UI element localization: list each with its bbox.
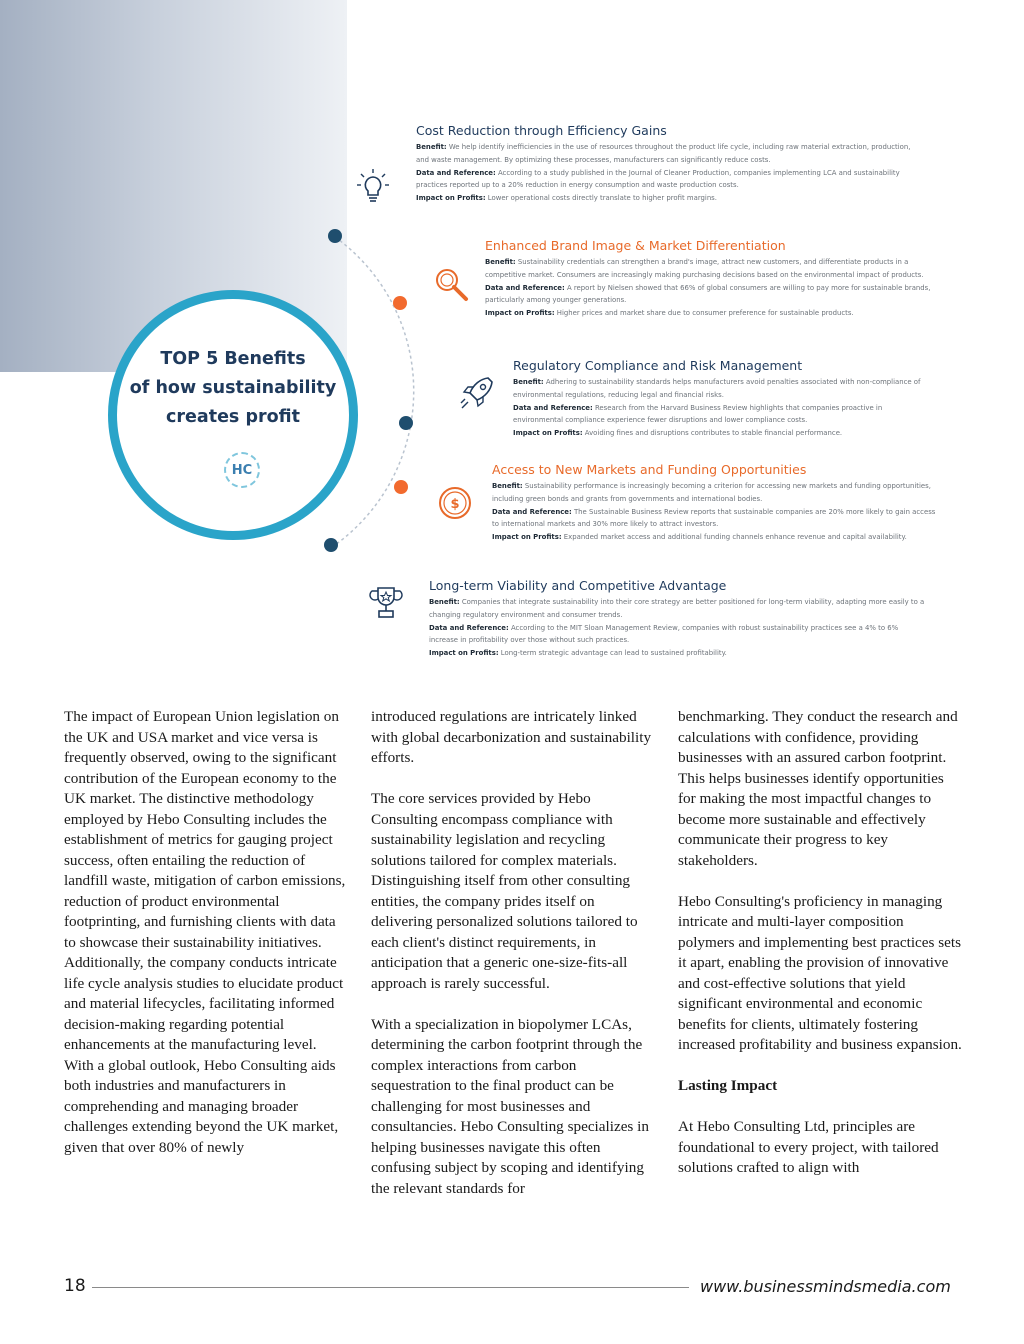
arc-dot [394,480,408,494]
benefit-title: Cost Reduction through Efficiency Gains [416,123,667,138]
paragraph: The core services provided by Hebo Consulting encompass compliance with sustainability legislation and recycling solutions tailored for complex materials. Distinguishing itself from other consulting entities, the company prides itself on delivering personalized solutions tailored to each client's distinct requirements, in anticipation that a generic one-size-fits-all approach is rarely successful. [371,790,638,992]
footer-website-link[interactable]: www.businessmindsmedia.com [700,1277,951,1296]
trophy-icon [369,585,403,621]
benefit-body: Benefit: Companies that integrate sustainability into their core strategy are better positioned for long-term viability, adapting more easily to a changing regulatory environment and consumer trends. Data and Reference: According to the MIT Sloan Management Review, companies with robust sustainability practices see a 4% to 6% increase in profitability over those without such practices. Impact on Profits: Long-term strategic advantage can lead to sustained profitability. [429,598,925,658]
arc-dot [393,296,407,310]
benefit-body: Benefit: Adhering to sustainability standards helps manufacturers avoid penalties associated with non-compliance of environmental regulations, reducing legal and financial risks. Data and Reference: Research from the Harvard Business Review highlights that companies proactive in environmental compliance experience fewer disruptions and lower compliance costs. Impact on Profits: Avoiding fines and disruptions contributes to stable financial performance. [513,378,921,438]
arc-dot [324,538,338,552]
benefit-cost-reduction [416,123,916,205]
magnifier-icon [432,265,472,305]
benefit-body: Benefit: Sustainability credentials can strengthen a brand's image, attract new customers, and differentiate products in a competitive market. Consumers are increasingly making purchasing decisions based on the environmental impact of products. Data and Reference: A report by Nielsen showed that 66% of global consumers are willing to pay more for sustainable brands, particularly among younger generations. Impact on Profits: Higher prices and market share due to consumer preference for sustainable products. [485,258,931,318]
benefit-body: Benefit: We help identify inefficiencies in the use of resources throughout the product life cycle, including raw material extraction, production, and waste management. By optimizing these processes, manufacturers can significantly reduce costs. Data and Reference: According to a study published in the Journal of Cleaner Production, companies implementing LCA and sustainability practices reported up to a 20% reduction in energy consumption and waste production costs. Impact on Profits: Lower operational costs directly translate to higher profit margins. [416,143,911,203]
rocket-icon [458,374,496,412]
benefit-title: Enhanced Brand Image & Market Differentiation [485,238,786,253]
benefit-title: Regulatory Compliance and Risk Management [513,358,803,373]
lightbulb-icon [356,168,390,208]
paragraph: The impact of European Union legislation on the UK and USA market and vice versa is frequently observed, owing to the significant contribution of the European economy to the UK market. The distinctive methodology employed by Hebo Consulting includes the establishment of metrics for gauging project success, often entailing the reduction of landfill waste, mitigation of carbon emissions, reduction of product environmental footprinting, and furnishing clients with data to showcase their sustainability initiatives. Additionally, the company conducts intricate life cycle analysis studies to elucidate product and material lifecycles, facilitating informed decision-making regarding potential enhancements at the manufacturing level. With a global outlook, Hebo Consulting aids both industries and manufacturers in comprehending and managing broader challenges extending beyond the UK market, given that over 80% of newly [64,708,346,1156]
paragraph: At Hebo Consulting Ltd, principles are foundational to every project, with tailored solutions crafted to align with [678,1118,939,1176]
article-column-3 [678,707,963,1199]
svg-text:$: $ [450,497,460,512]
article-column-2 [371,707,656,1220]
dollar-coin-icon [437,485,473,521]
paragraph: With a specialization in biopolymer LCAs, determining the carbon footprint through the complex interactions from carbon sequestration to the final product can be challenging for most businesses and consultancies. Hebo Consulting specializes in helping businesses navigate this often confusing subject by scoping and identifying the relevant standards for [371,1015,649,1197]
article-column-1 [64,707,349,1179]
paragraph: Hebo Consulting's proficiency in managing intricate and multi-layer composition polymers and implementing best practices sets it apart, enabling the provision of innovative and cost-effective solutions that yield significant environmental and economic benefits for clients, ultimately fostering increased profitability and business expansion. [678,892,962,1053]
company-logo: HC [224,452,260,488]
arc-dot [399,416,413,430]
footer-divider [92,1287,689,1288]
paragraph: introduced regulations are intricately linked with global decarbonization and sustainability efforts. [371,708,652,766]
section-subheading: Lasting Impact [678,1077,778,1094]
benefit-title: Long-term Viability and Competitive Advantage [429,578,727,593]
benefit-body: Benefit: Sustainability performance is increasingly becoming a criterion for accessing new markets and funding opportunities, including green bonds and grants from governments and international bodies. Data and Reference: The Sustainable Business Review reports that sustainable companies are 20% more likely to gain access to international markets and 30% more likely to attract investors. Impact on Profits: Expanded market access and additional funding channels enhance revenue and capital availability. [492,482,936,542]
benefit-brand-image [485,238,940,320]
paragraph: benchmarking. They conduct the research and calculations with confidence, providing businesses with an assured carbon footprint. This helps businesses identify opportunities for making the most impactful changes to become more sustainable and effectively communicate their progress to key stakeholders. [678,708,958,869]
benefit-long-term-viability [429,578,929,660]
page-number: 18 [64,1276,86,1296]
benefit-title: Access to New Markets and Funding Opportunities [492,462,807,477]
hub-title: TOP 5 Benefits of how sustainability creates profit [129,349,337,427]
benefit-regulatory-compliance [513,358,933,440]
arc-dot [328,229,342,243]
benefit-new-markets [492,462,937,544]
